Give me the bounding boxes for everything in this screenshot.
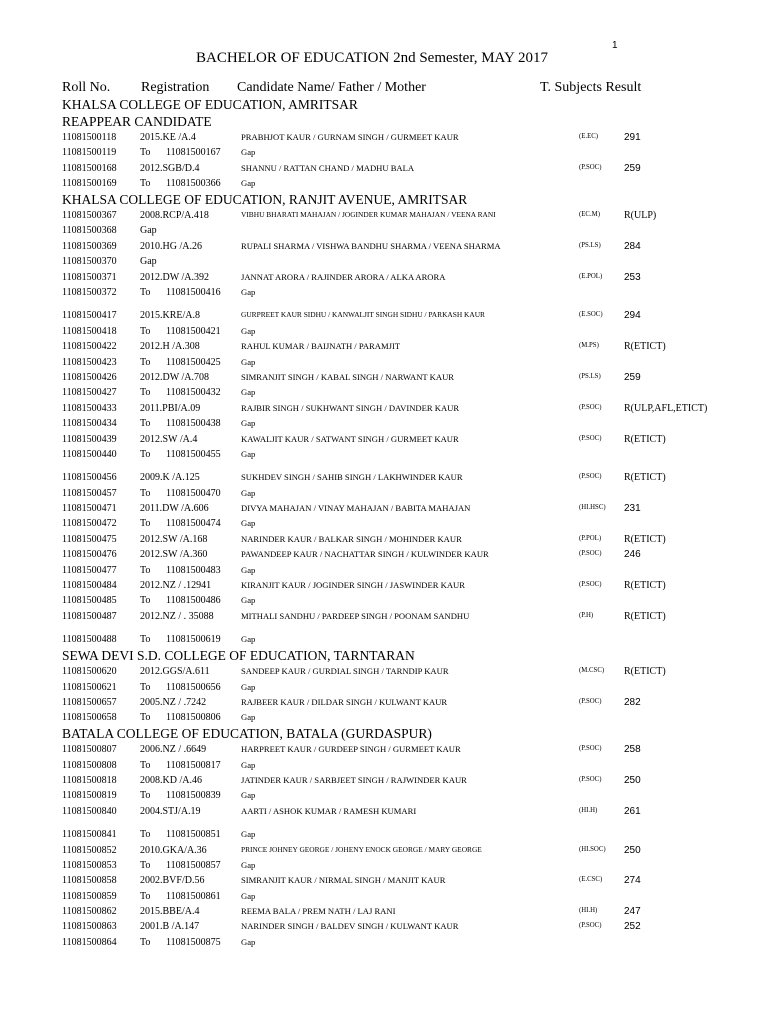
column-header-candidate: Candidate Name/ Father / Mother bbox=[237, 80, 426, 95]
college-heading bbox=[0, 113, 768, 130]
result: R(ETICT) bbox=[624, 610, 666, 622]
range-to-label: To bbox=[140, 890, 151, 902]
candidate-row bbox=[0, 160, 768, 175]
result: R(ETICT) bbox=[624, 580, 666, 592]
subjects: (HI.H) bbox=[579, 907, 598, 915]
candidate-row bbox=[0, 872, 768, 887]
gap-label: Gap bbox=[241, 387, 256, 398]
subjects: (P.SOC) bbox=[579, 697, 602, 705]
candidate-row bbox=[0, 903, 768, 918]
gap-range-row bbox=[0, 446, 768, 461]
college-heading bbox=[0, 647, 768, 664]
result: R(ETICT) bbox=[624, 472, 666, 484]
range-end-roll: 11081500167 bbox=[166, 147, 221, 159]
range-end-roll: 11081500656 bbox=[166, 681, 221, 693]
candidate-row bbox=[0, 129, 768, 144]
registration-number: 2012.NZ / . 35088 bbox=[140, 610, 214, 622]
result: 250 bbox=[624, 774, 641, 786]
gap-label: Gap bbox=[140, 225, 157, 237]
roll-number: 11081500119 bbox=[62, 147, 117, 159]
range-end-roll: 11081500839 bbox=[166, 790, 221, 802]
roll-number: 11081500372 bbox=[62, 287, 117, 299]
range-end-roll: 11081500806 bbox=[166, 712, 221, 724]
roll-number: 11081500427 bbox=[62, 387, 117, 399]
roll-number: 11081500440 bbox=[62, 448, 117, 460]
candidate-name: PAWANDEEP KAUR / NACHATTAR SINGH / KULWINDER KAUR bbox=[241, 549, 489, 560]
gap-range-row bbox=[0, 592, 768, 607]
gap-label: Gap bbox=[241, 147, 256, 158]
gap-label: Gap bbox=[241, 178, 256, 189]
candidate-name: JATINDER KAUR / SARBJEET SINGH / RAJWINDER KAUR bbox=[241, 774, 467, 785]
candidate-name: RAHUL KUMAR / BAIJNATH / PARAMJIT bbox=[241, 341, 401, 352]
gap-range-row bbox=[0, 631, 768, 646]
gap-label: Gap bbox=[241, 448, 256, 459]
gap-range-row bbox=[0, 415, 768, 430]
range-end-roll: 11081500421 bbox=[166, 325, 221, 337]
range-end-roll: 11081500474 bbox=[166, 518, 221, 530]
registration-number: 2009.K /A.125 bbox=[140, 472, 200, 484]
gap-label: Gap bbox=[241, 859, 256, 870]
range-end-roll: 11081500455 bbox=[166, 448, 221, 460]
gap-range-row bbox=[0, 888, 768, 903]
candidate-name: SUKHDEV SINGH / SAHIB SINGH / LAKHWINDER KAUR bbox=[241, 472, 463, 483]
college-name: REAPPEAR CANDIDATE bbox=[62, 113, 212, 129]
subjects: (PS.LS) bbox=[579, 372, 601, 380]
range-to-label: To bbox=[140, 936, 151, 948]
registration-number: 2015.BBE/A.4 bbox=[140, 906, 200, 918]
roll-number: 11081500840 bbox=[62, 805, 117, 817]
result: 252 bbox=[624, 921, 641, 933]
result: R(ETICT) bbox=[624, 341, 666, 353]
registration-number: 2012.DW /A.392 bbox=[140, 271, 209, 283]
result: 284 bbox=[624, 240, 641, 252]
gap-label: Gap bbox=[241, 356, 256, 367]
gap-label: Gap bbox=[241, 890, 256, 901]
column-header-roll: Roll No. bbox=[62, 80, 111, 95]
gap-label: Gap bbox=[241, 634, 256, 645]
subjects: (P.SOC) bbox=[579, 550, 602, 558]
subjects: (HI.SOC) bbox=[579, 845, 606, 853]
roll-number: 11081500368 bbox=[62, 225, 117, 237]
registration-number: 2012.H /A.308 bbox=[140, 341, 200, 353]
range-end-roll: 11081500425 bbox=[166, 356, 221, 368]
roll-number: 11081500858 bbox=[62, 875, 117, 887]
college-name: BATALA COLLEGE OF EDUCATION, BATALA (GURDASPUR) bbox=[62, 725, 432, 741]
registration-number: 2012.NZ / .12941 bbox=[140, 580, 212, 592]
result: 250 bbox=[624, 844, 641, 856]
roll-number: 11081500487 bbox=[62, 610, 117, 622]
roll-number: 11081500434 bbox=[62, 418, 117, 430]
gap-label: Gap bbox=[241, 518, 256, 529]
candidate-row bbox=[0, 307, 768, 322]
registration-number: 2015.KRE/A.8 bbox=[140, 310, 200, 322]
results-list bbox=[0, 96, 768, 949]
candidate-row bbox=[0, 772, 768, 787]
roll-number: 11081500863 bbox=[62, 921, 117, 933]
registration-number: 2010.HG /A.26 bbox=[140, 240, 202, 252]
roll-number: 11081500485 bbox=[62, 595, 117, 607]
registration-number: 2002.BVF/D.56 bbox=[140, 875, 205, 887]
result: R(ETICT) bbox=[624, 666, 666, 678]
roll-number: 11081500418 bbox=[62, 325, 117, 337]
result: 261 bbox=[624, 805, 641, 817]
subjects: (E.CSC) bbox=[579, 876, 603, 884]
roll-number: 11081500456 bbox=[62, 472, 117, 484]
candidate-row bbox=[0, 400, 768, 415]
result: 259 bbox=[624, 371, 641, 383]
range-to-label: To bbox=[140, 595, 151, 607]
candidate-row bbox=[0, 741, 768, 756]
range-to-label: To bbox=[140, 712, 151, 724]
roll-number: 11081500169 bbox=[62, 178, 117, 190]
subjects: (E.SOC) bbox=[579, 311, 603, 319]
candidate-row bbox=[0, 918, 768, 933]
subjects: (E.POL) bbox=[579, 272, 603, 280]
range-end-roll: 11081500619 bbox=[166, 634, 221, 646]
candidate-name: MITHALI SANDHU / PARDEEP SINGH / POONAM SANDHU bbox=[241, 610, 470, 621]
gap-label: Gap bbox=[241, 487, 256, 498]
gap-label: Gap bbox=[241, 287, 256, 298]
subjects: (E.EC) bbox=[579, 133, 599, 140]
candidate-name: KIRANJIT KAUR / JOGINDER SINGH / JASWINDER KAUR bbox=[241, 580, 465, 591]
result: R(ETICT) bbox=[624, 433, 666, 445]
gap-label: Gap bbox=[241, 829, 256, 840]
gap-label: Gap bbox=[241, 759, 256, 770]
gap-range-row bbox=[0, 787, 768, 802]
range-to-label: To bbox=[140, 147, 151, 159]
subjects: (HI.H) bbox=[579, 806, 598, 814]
range-to-label: To bbox=[140, 487, 151, 499]
roll-number: 11081500488 bbox=[62, 634, 117, 646]
gap-label: Gap bbox=[241, 418, 256, 429]
roll-number: 11081500367 bbox=[62, 210, 117, 222]
roll-number: 11081500841 bbox=[62, 829, 117, 841]
roll-number: 11081500807 bbox=[62, 744, 117, 756]
candidate-name: HARPREET KAUR / GURDEEP SINGH / GURMEET KAUR bbox=[241, 744, 461, 755]
registration-number: 2001.B /A.147 bbox=[140, 921, 200, 933]
result: 258 bbox=[624, 744, 641, 756]
candidate-name: RUPALI SHARMA / VISHWA BANDHU SHARMA / VEENA SHARMA bbox=[241, 240, 501, 251]
gap-label: Gap bbox=[241, 790, 256, 801]
roll-number: 11081500620 bbox=[62, 666, 117, 678]
roll-number: 11081500433 bbox=[62, 402, 117, 414]
candidate-row bbox=[0, 803, 768, 818]
result: 274 bbox=[624, 875, 641, 887]
range-end-roll: 11081500416 bbox=[166, 287, 221, 299]
candidate-name: PRINCE JOHNEY GEORGE / JOHENY ENOCK GEORGE / MARY GEORGE bbox=[241, 844, 482, 854]
range-end-roll: 11081500817 bbox=[166, 759, 221, 771]
range-to-label: To bbox=[140, 356, 151, 368]
registration-number: 2010.GKA/A.36 bbox=[140, 844, 207, 856]
candidate-name: REEMA BALA / PREM NATH / LAJ RANI bbox=[241, 906, 396, 917]
candidate-name: RAJBEER KAUR / DILDAR SINGH / KULWANT KAUR bbox=[241, 696, 448, 707]
candidate-name: VIBHU BHARATI MAHAJAN / JOGINDER KUMAR MAHAJAN / VEENA RANI bbox=[241, 210, 496, 220]
result: R(ETICT) bbox=[624, 533, 666, 545]
gap-range-row bbox=[0, 757, 768, 772]
gap-range-row bbox=[0, 826, 768, 841]
result: R(ULP) bbox=[624, 210, 657, 222]
roll-number: 11081500457 bbox=[62, 487, 117, 499]
range-to-label: To bbox=[140, 634, 151, 646]
registration-number: 2005.NZ / .7242 bbox=[140, 696, 207, 708]
range-end-roll: 11081500438 bbox=[166, 418, 221, 430]
roll-number: 11081500422 bbox=[62, 341, 117, 353]
candidate-name: RAJBIR SINGH / SUKHWANT SINGH / DAVINDER KAUR bbox=[241, 402, 460, 413]
candidate-name: NARINDER SINGH / BALDEV SINGH / KULWANT KAUR bbox=[241, 921, 459, 932]
subjects: (P.SOC) bbox=[579, 775, 602, 783]
gap-range-row bbox=[0, 284, 768, 299]
college-heading bbox=[0, 96, 768, 113]
roll-number: 11081500439 bbox=[62, 433, 117, 445]
roll-number: 11081500862 bbox=[62, 906, 117, 918]
candidate-row bbox=[0, 269, 768, 284]
roll-number: 11081500472 bbox=[62, 518, 117, 530]
roll-number: 11081500864 bbox=[62, 936, 117, 948]
college-name: SEWA DEVI S.D. COLLEGE OF EDUCATION, TARNTARAN bbox=[62, 647, 415, 663]
range-end-roll: 11081500857 bbox=[166, 859, 221, 871]
roll-number: 11081500859 bbox=[62, 890, 117, 902]
subjects: (EC.M) bbox=[579, 211, 600, 219]
roll-number: 11081500475 bbox=[62, 533, 117, 545]
subjects: (P.SOC) bbox=[579, 163, 602, 171]
column-header-subjects-result: T. Subjects Result bbox=[540, 80, 642, 95]
range-to-label: To bbox=[140, 859, 151, 871]
roll-number: 11081500853 bbox=[62, 859, 117, 871]
roll-number: 11081500852 bbox=[62, 844, 117, 856]
college-name: KHALSA COLLEGE OF EDUCATION, AMRITSAR bbox=[62, 97, 358, 112]
registration-number: 2012.SGB/D.4 bbox=[140, 162, 200, 174]
range-to-label: To bbox=[140, 790, 151, 802]
candidate-name: SANDEEP KAUR / GURDIAL SINGH / TARNDIP KAUR bbox=[241, 666, 449, 677]
candidate-row bbox=[0, 842, 768, 857]
registration-number: 2012.DW /A.708 bbox=[140, 371, 209, 383]
gap-label: Gap bbox=[241, 681, 256, 692]
subjects: (P.SOC) bbox=[579, 434, 602, 442]
candidate-row bbox=[0, 608, 768, 623]
registration-number: 2008.RCP/A.418 bbox=[140, 210, 209, 222]
subjects: (P.SOC) bbox=[579, 473, 602, 481]
range-end-roll: 11081500432 bbox=[166, 387, 221, 399]
candidate-row bbox=[0, 663, 768, 678]
subjects: (HI.HSC) bbox=[579, 504, 606, 512]
subjects: (P.POL) bbox=[579, 534, 602, 542]
roll-number: 11081500471 bbox=[62, 503, 117, 515]
range-end-roll: 11081500470 bbox=[166, 487, 221, 499]
range-to-label: To bbox=[140, 829, 151, 841]
candidate-name: SHANNU / RATTAN CHAND / MADHU BALA bbox=[241, 162, 415, 173]
gap-range-row bbox=[0, 934, 768, 949]
range-to-label: To bbox=[140, 681, 151, 693]
candidate-row bbox=[0, 207, 768, 222]
range-to-label: To bbox=[140, 448, 151, 460]
roll-number: 11081500808 bbox=[62, 759, 117, 771]
roll-number: 11081500168 bbox=[62, 162, 117, 174]
range-end-roll: 11081500483 bbox=[166, 564, 221, 576]
candidate-row bbox=[0, 431, 768, 446]
candidate-name: GURPREET KAUR SIDHU / KANWALJIT SINGH SIDHU / PARKASH KAUR bbox=[241, 310, 485, 320]
candidate-row bbox=[0, 469, 768, 484]
roll-number: 11081500476 bbox=[62, 549, 117, 561]
gap-range-row bbox=[0, 485, 768, 500]
gap-label: Gap bbox=[241, 712, 256, 723]
candidate-row bbox=[0, 546, 768, 561]
range-end-roll: 11081500875 bbox=[166, 936, 221, 948]
page-number: 1 bbox=[612, 40, 618, 51]
result: 291 bbox=[624, 132, 641, 143]
candidate-row bbox=[0, 238, 768, 253]
result: 247 bbox=[624, 906, 641, 918]
subjects: (M.CSC) bbox=[579, 667, 605, 675]
page-title: BACHELOR OF EDUCATION 2nd Semester, MAY 2017 bbox=[196, 50, 549, 66]
college-heading bbox=[0, 191, 768, 208]
result: 246 bbox=[624, 549, 641, 561]
range-end-roll: 11081500486 bbox=[166, 595, 221, 607]
result: 259 bbox=[624, 162, 641, 174]
roll-number: 11081500621 bbox=[62, 681, 117, 693]
range-to-label: To bbox=[140, 287, 151, 299]
roll-number: 11081500417 bbox=[62, 310, 117, 322]
registration-number: 2004.STJ/A.19 bbox=[140, 805, 201, 817]
range-end-roll: 11081500851 bbox=[166, 829, 221, 841]
result: R(ULP,AFL,ETICT) bbox=[624, 402, 708, 414]
gap-label: Gap bbox=[241, 936, 256, 947]
gap-range-row bbox=[0, 515, 768, 530]
range-to-label: To bbox=[140, 564, 151, 576]
gap-range-row bbox=[0, 857, 768, 872]
candidate-row bbox=[0, 500, 768, 515]
subjects: (P.SOC) bbox=[579, 581, 602, 589]
roll-number: 11081500371 bbox=[62, 271, 117, 283]
candidate-name: SIMRANJIT KAUR / NIRMAL SINGH / MANJIT KAUR bbox=[241, 875, 446, 886]
registration-number: 2011.PBI/A.09 bbox=[140, 402, 201, 414]
gap-range-row bbox=[0, 354, 768, 369]
college-heading bbox=[0, 725, 768, 742]
range-to-label: To bbox=[140, 325, 151, 337]
subjects: (P.SOC) bbox=[579, 745, 602, 753]
registration-number: 2012.SW /A.4 bbox=[140, 433, 198, 445]
registration-number: 2012.SW /A.168 bbox=[140, 533, 208, 545]
range-end-roll: 11081500366 bbox=[166, 178, 221, 190]
candidate-name: DIVYA MAHAJAN / VINAY MAHAJAN / BABITA MAHAJAN bbox=[241, 503, 471, 514]
result: 253 bbox=[624, 271, 641, 283]
subjects: (P.H) bbox=[579, 611, 594, 619]
gap-label: Gap bbox=[241, 564, 256, 575]
registration-number: 2011.DW /A.606 bbox=[140, 503, 209, 515]
roll-number: 11081500370 bbox=[62, 256, 117, 268]
gap-label: Gap bbox=[241, 595, 256, 606]
subjects: (P.SOC) bbox=[579, 403, 602, 411]
gap-row bbox=[0, 222, 768, 237]
candidate-row bbox=[0, 338, 768, 353]
result: 231 bbox=[624, 503, 641, 515]
range-to-label: To bbox=[140, 178, 151, 190]
roll-number: 11081500423 bbox=[62, 356, 117, 368]
roll-number: 11081500118 bbox=[62, 132, 117, 143]
candidate-name: SIMRANJIT SINGH / KABAL SINGH / NARWANT KAUR bbox=[241, 371, 455, 382]
result: 282 bbox=[624, 696, 641, 708]
roll-number: 11081500658 bbox=[62, 712, 117, 724]
candidate-name: KAWALJIT KAUR / SATWANT SINGH / GURMEET KAUR bbox=[241, 433, 459, 444]
roll-number: 11081500818 bbox=[62, 774, 117, 786]
gap-range-row bbox=[0, 175, 768, 190]
gap-range-row bbox=[0, 562, 768, 577]
subjects: (P.SOC) bbox=[579, 922, 602, 930]
candidate-name: AARTI / ASHOK KUMAR / RAMESH KUMARI bbox=[241, 805, 417, 816]
gap-range-row bbox=[0, 709, 768, 724]
gap-row bbox=[0, 253, 768, 268]
registration-number: 2012.SW /A.360 bbox=[140, 549, 208, 561]
candidate-row bbox=[0, 694, 768, 709]
registration-number: 2006.NZ / .6649 bbox=[140, 744, 207, 756]
roll-number: 11081500657 bbox=[62, 696, 117, 708]
registration-number: 2008.KD /A.46 bbox=[140, 774, 202, 786]
gap-range-row bbox=[0, 679, 768, 694]
range-to-label: To bbox=[140, 418, 151, 430]
gap-label: Gap bbox=[140, 256, 157, 268]
result: 294 bbox=[624, 310, 641, 322]
registration-number: 2015.KE /A.4 bbox=[140, 132, 196, 143]
subjects: (PS.LS) bbox=[579, 241, 601, 249]
column-header-registration: Registration bbox=[141, 80, 210, 95]
subjects: (M.PS) bbox=[579, 342, 599, 350]
gap-range-row bbox=[0, 323, 768, 338]
roll-number: 11081500477 bbox=[62, 564, 117, 576]
range-to-label: To bbox=[140, 387, 151, 399]
candidate-name: NARINDER KAUR / BALKAR SINGH / MOHINDER KAUR bbox=[241, 533, 462, 544]
range-end-roll: 11081500861 bbox=[166, 890, 221, 902]
candidate-row bbox=[0, 369, 768, 384]
range-to-label: To bbox=[140, 518, 151, 530]
gap-range-row bbox=[0, 384, 768, 399]
college-name: KHALSA COLLEGE OF EDUCATION, RANJIT AVENUE, AMRITSAR bbox=[62, 191, 468, 207]
registration-number: 2012.GGS/A.611 bbox=[140, 666, 210, 678]
roll-number: 11081500484 bbox=[62, 580, 117, 592]
roll-number: 11081500819 bbox=[62, 790, 117, 802]
roll-number: 11081500369 bbox=[62, 240, 117, 252]
roll-number: 11081500426 bbox=[62, 371, 117, 383]
candidate-row bbox=[0, 531, 768, 546]
gap-label: Gap bbox=[241, 325, 256, 336]
candidate-row bbox=[0, 577, 768, 592]
range-to-label: To bbox=[140, 759, 151, 771]
gap-range-row bbox=[0, 144, 768, 159]
candidate-name: PRABHJOT KAUR / GURNAM SINGH / GURMEET KAUR bbox=[241, 132, 459, 142]
candidate-name: JANNAT ARORA / RAJINDER ARORA / ALKA ARORA bbox=[241, 271, 446, 282]
